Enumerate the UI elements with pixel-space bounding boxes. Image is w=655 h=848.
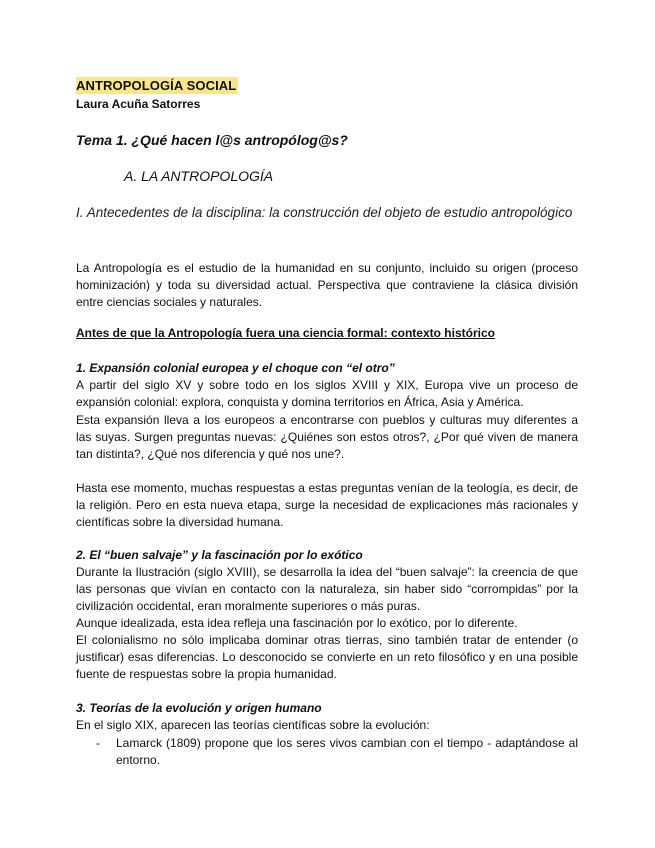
section-2-heading: 2. El “buen salvaje” y la fascinación por lo exótico [76,548,363,562]
section-1-paragraph: Hasta ese momento, muchas respuestas a estas preguntas venían de la teología, es decir, de la religión. Pero en esta nueva etapa, surge la necesidad de explicaciones más racionales y científicas sobre la diversidad humana. [76,481,578,530]
topic-heading: Tema 1. ¿Qué hacen l@s antropólog@s? [76,132,348,148]
section-2-paragraph: Aunque idealizada, esta idea refleja una fascinación por lo exótico, por lo diferente. [76,616,518,630]
intro-paragraph: La Antropología es el estudio de la humanidad en su conjunto, incluido su origen (proceso hominización) y toda su diversidad actual. Perspectiva que contraviene la clásica división entre ciencias sociales y naturales. [76,261,578,310]
section-2-paragraph: Durante la Ilustración (siglo XVIII), se desarrolla la idea del “buen salvaje”: la creencia de que las personas que vivían en contacto con la naturaleza, sin haber sido “corrompidas” por la civilización occidental, eran moralmente superiores o más puras. [76,565,578,614]
section-3-paragraph: En el siglo XIX, aparecen las teorías científicas sobre la evolución: [76,718,430,732]
context-heading: Antes de que la Antropología fuera una ciencia formal: contexto histórico [76,326,495,340]
section-1-paragraph: A partir del siglo XV y sobre todo en los siglos XVIII y XIX, Europa vive un proceso de expansión colonial: explora, conquista y domina territorios en África, Asia y América. [76,378,578,410]
section-1-paragraph: Esta expansión lleva a los europeos a encontrarse con pueblos y culturas muy diferentes a las suyas. Surgen preguntas nuevas: ¿Quiénes son estos otros?, ¿Por qué viven de manera tan distinta?, ¿Qué nos diferencia y qué nos une?. [76,413,578,462]
section-1-heading: 1. Expansión colonial europea y el choque con “el otro” [76,361,395,375]
section-3-heading: 3. Teorías de la evolución y origen humano [76,701,322,715]
list-item [76,735,578,769]
list-bullet: - [96,736,100,750]
list-item-text: Lamarck (1809) propone que los seres vivos cambian con el tiempo - adaptándose al entorno. [116,736,578,768]
section-heading-a: A. LA ANTROPOLOGÍA [124,168,274,184]
section-2-paragraph: El colonialismo no sólo implicaba dominar otras tierras, sino también tratar de entender (o justificar) esas diferencias. Lo desconocido se convierte en un reto filosófico y en una posible fuente de respuestas sobre la propia humanidad. [76,633,578,682]
evolution-list [76,735,578,769]
document-title: ANTROPOLOGÍA SOCIAL [76,78,237,93]
subsection-heading: I. Antecedentes de la disciplina: la construcción del objeto de estudio antropológico [76,205,573,220]
author-name: Laura Acuña Satorres [76,97,201,111]
